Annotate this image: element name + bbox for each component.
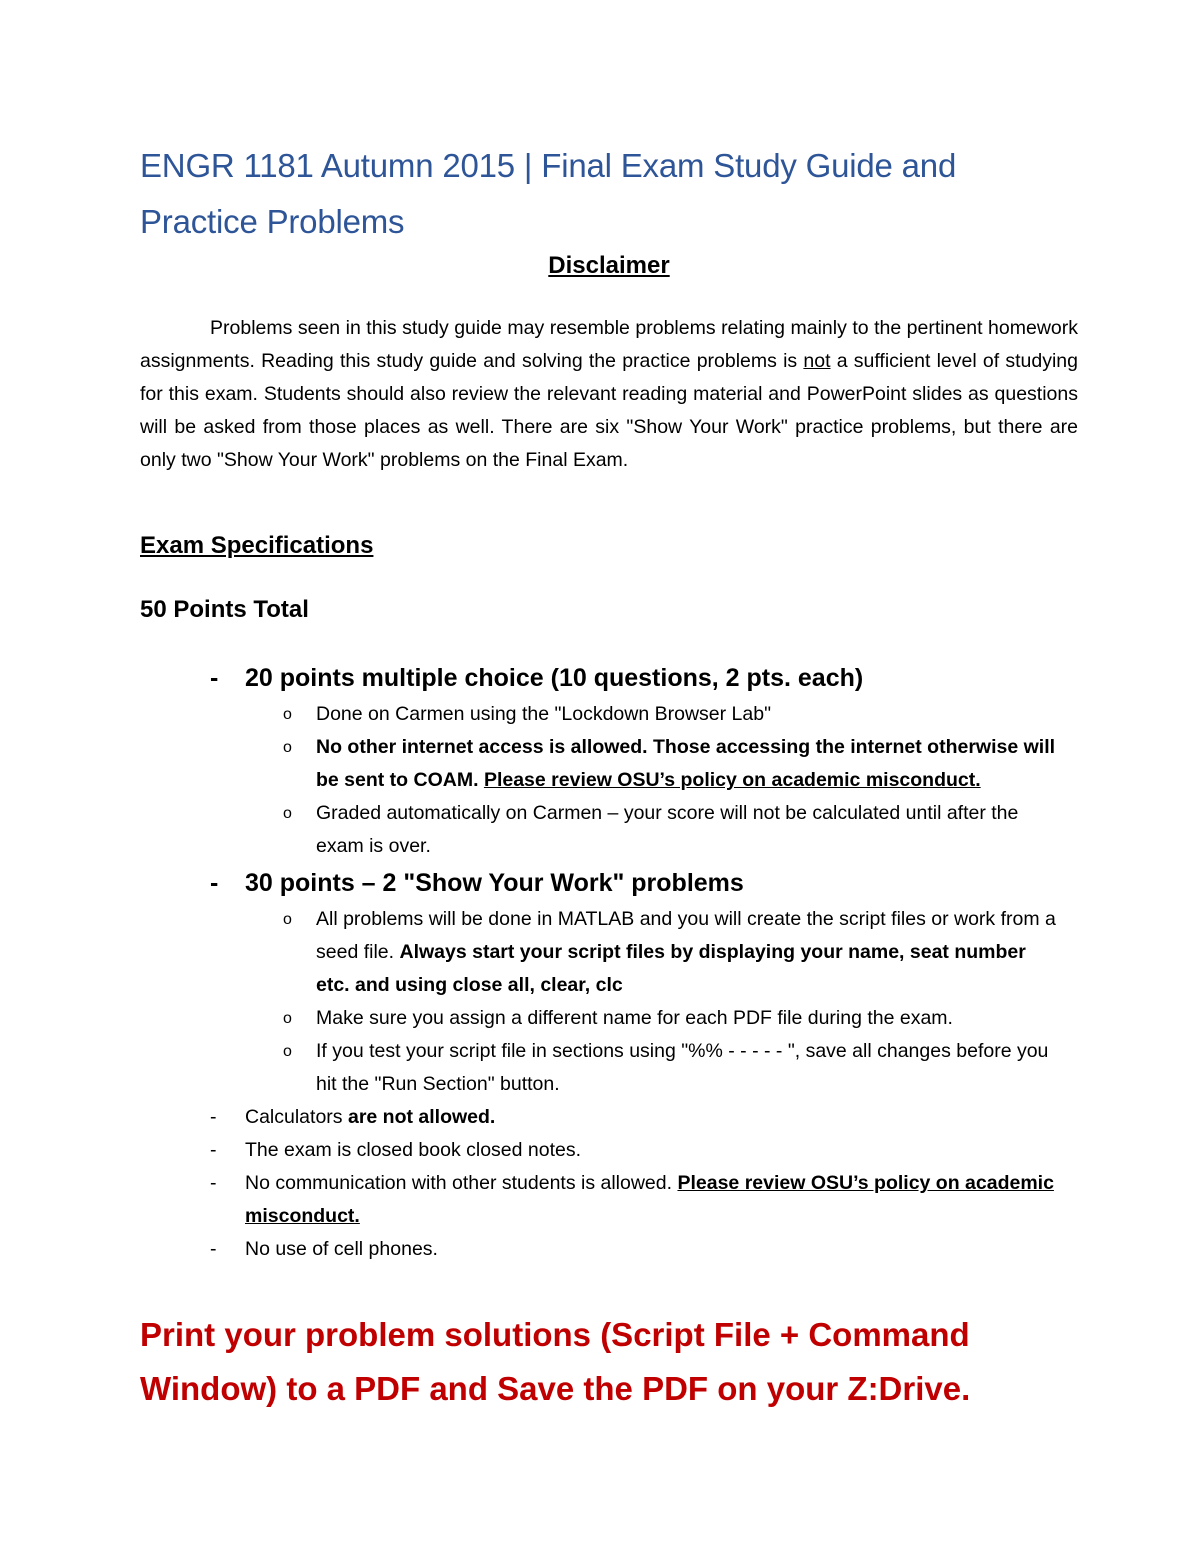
sub-item-internet-access [140, 731, 1078, 797]
sub-item-text: All problems will be done in MATLAB and you will create the script files or work from a seed file. [316, 908, 1056, 963]
dash-bullet: - [210, 1139, 217, 1161]
communication-text: No communication with other students is allowed. [245, 1172, 673, 1194]
sub-item-lockdown-browser [140, 698, 1078, 731]
disclaimer-text-part2: a sufficient level of studying for this exam. Students should also review the relevant reading material and PowerPoint slides as questions will be asked from those places as well. There are six "Show Your Work" practice problems, but there are only two "Show Your Work" problems on the Final Exam. [140, 350, 1078, 471]
list-item-show-your-work [140, 863, 1078, 903]
dash-bullet: - [210, 869, 219, 897]
calculators-text-bold: are not allowed. [347, 1106, 496, 1128]
sub-item-text: Graded automatically on Carmen – your score will not be calculated until after the exam is over. [316, 802, 1019, 857]
exam-specifications-heading: Exam Specifications [140, 532, 374, 559]
sub-item-graded-automatically [140, 797, 1078, 863]
misconduct-policy-link[interactable]: Please review OSU’s policy on academic misconduct. [483, 769, 981, 791]
dash-bullet: - [210, 1238, 217, 1260]
sub-item-text: If you test your script file in sections using "%% - - - - - ", save all changes before you hit the "Run Section" button. [316, 1040, 1049, 1095]
misconduct-policy-link[interactable]: Please review OSU’s policy on academic misconduct. [245, 1172, 1054, 1227]
dash-bullet: - [210, 664, 219, 692]
circle-bullet: o [283, 911, 292, 928]
sub-item-run-section [140, 1035, 1078, 1101]
points-total: 50 Points Total [140, 596, 309, 623]
sub-item-text-bold: Always start your script files by displaying your name, seat number etc. and using close all, clear, clc [316, 941, 1026, 996]
show-your-work-label: 30 points – 2 "Show Your Work" problems [245, 869, 744, 897]
list-item-cell-phones [140, 1233, 1078, 1266]
disclaimer-heading: Disclaimer [548, 252, 670, 279]
dash-bullet: - [210, 1106, 217, 1128]
list-item-calculators [140, 1101, 1078, 1134]
circle-bullet: o [283, 805, 292, 822]
print-instructions: Print your problem solutions (Script File + Command Window) to a PDF and Save the PDF on your Z:Drive. [140, 1316, 971, 1407]
sub-item-matlab [140, 903, 1078, 1002]
calculators-text: Calculators [245, 1106, 343, 1128]
sub-item-pdf-name [140, 1002, 1078, 1035]
disclaimer-text-part1: Problems seen in this study guide may resemble problems relating mainly to the pertinent homework assignments. Reading this study guide and solving the practice problems is [140, 317, 1078, 372]
circle-bullet: o [283, 739, 292, 756]
dash-bullet: - [210, 1172, 217, 1194]
list-item-multiple-choice [140, 658, 1078, 698]
multiple-choice-label: 20 points multiple choice (10 questions, 2 pts. each) [245, 664, 864, 692]
page-title: ENGR 1181 Autumn 2015 | Final Exam Study Guide and Practice Problems [140, 147, 957, 240]
circle-bullet: o [283, 706, 292, 723]
closed-book-text: The exam is closed book closed notes. [245, 1139, 582, 1161]
sub-item-text: Done on Carmen using the "Lockdown Browser Lab" [316, 703, 772, 725]
sub-item-text-bold: No other internet access is allowed. Those accessing the internet otherwise will be sent to COAM. [316, 736, 1056, 791]
circle-bullet: o [283, 1043, 292, 1060]
list-item-communication [140, 1167, 1078, 1233]
circle-bullet: o [283, 1010, 292, 1027]
list-item-closed-book [140, 1134, 1078, 1167]
exam-spec-list [140, 658, 1078, 1266]
disclaimer-paragraph [140, 312, 1078, 477]
disclaimer-not-word: not [803, 350, 831, 372]
sub-item-text: Make sure you assign a different name for each PDF file during the exam. [316, 1007, 953, 1029]
cell-phones-text: No use of cell phones. [245, 1238, 438, 1260]
